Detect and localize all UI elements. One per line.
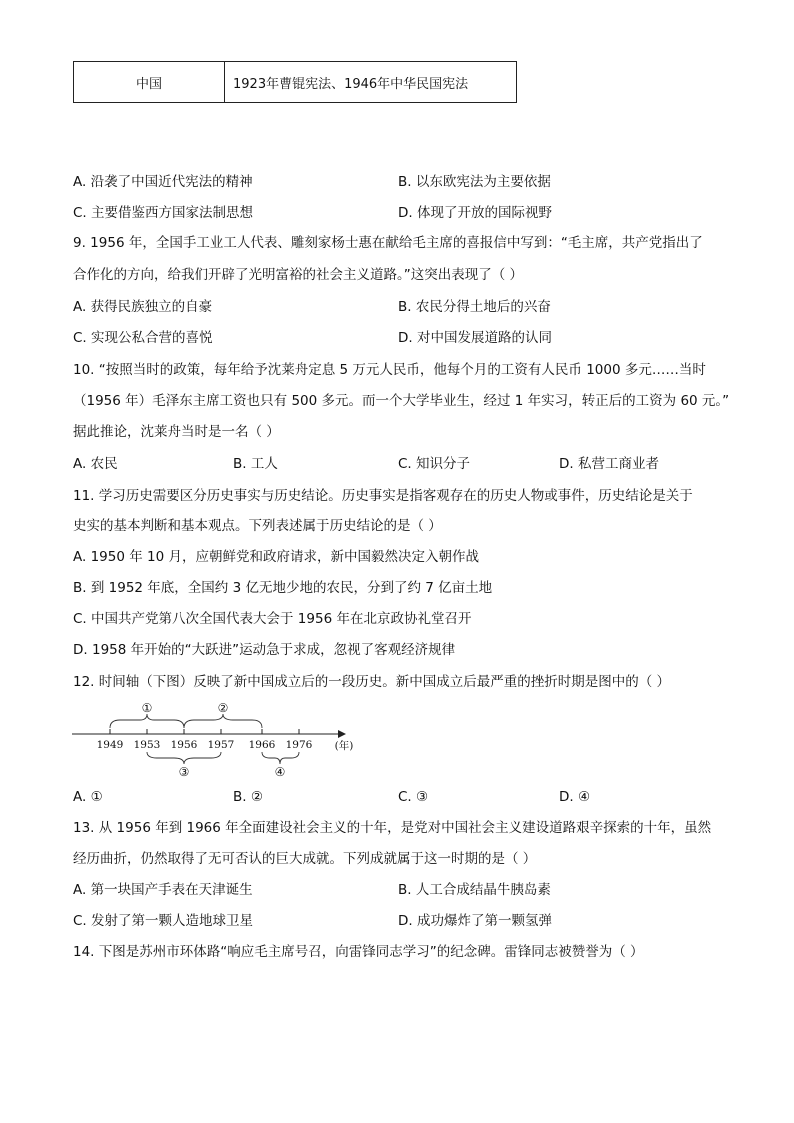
brace-1 (110, 714, 184, 728)
q10-option-b: B. 工人 (233, 456, 278, 472)
q12-option-d: D. ④ (559, 789, 591, 805)
q11-stem-line1: 11. 学习历史需要区分历史事实与历史结论。历史事实是指客观存在的历史人物或事件，历史结论是关于 (73, 488, 693, 504)
q9-option-d: D. 对中国发展道路的认同 (398, 330, 552, 346)
q8-option-d: D. 体现了开放的国际视野 (398, 205, 552, 221)
timeline-label-3: ③ (178, 765, 190, 779)
q9-stem-line1: 9. 1956 年，全国手工业工人代表、雕刻家杨士惠在献给毛主席的喜报信中写到：“毛主席，共产党指出了 (73, 235, 703, 251)
q13-option-d: D. 成功爆炸了第一颗氢弹 (398, 913, 552, 929)
year-label-1956: 1956 (170, 739, 198, 751)
q12-option-c: C. ③ (398, 789, 429, 805)
table-cell-country: 中国 (74, 62, 225, 102)
q10-option-c: C. 知识分子 (398, 456, 471, 472)
q10-stem-line3: 据此推论，沈莱舟当时是一名（ ） (73, 424, 280, 440)
q12-option-b: B. ② (233, 789, 263, 805)
q12-stem-line1: 12. 时间轴（下图）反映了新中国成立后的一段历史。新中国成立后最严重的挫折时期是图中的（ ） (73, 674, 671, 690)
timeline-label-4: ④ (274, 765, 286, 779)
table-cell-content: 1923年曹锟宪法、1946年中华民国宪法 (233, 76, 469, 92)
q8-option-b: B. 以东欧宪法为主要依据 (398, 174, 551, 190)
year-label-1966: 1966 (248, 739, 276, 751)
q11-option-d: D. 1958 年开始的“大跃进”运动急于求成，忽视了客观经济规律 (73, 642, 456, 658)
brace-4 (262, 752, 299, 764)
q13-option-b: B. 人工合成结晶牛胰岛素 (398, 882, 551, 898)
timeline-label-2: ② (217, 701, 229, 715)
q13-stem-line2: 经历曲折，仍然取得了无可否认的巨大成就。下列成就属于这一时期的是（ ） (73, 851, 537, 867)
q11-option-c: C. 中国共产党第八次全国代表大会于 1956 年在北京政协礼堂召开 (73, 611, 472, 627)
timeline-arrow-icon (338, 730, 346, 738)
year-label-1953: 1953 (133, 739, 161, 751)
q11-stem-line2: 史实的基本判断和基本观点。下列表述属于历史结论的是（ ） (73, 518, 442, 534)
q10-option-a: A. 农民 (73, 456, 118, 472)
constitution-table (73, 61, 517, 103)
q10-stem-line1: 10. “按照当时的政策，每年给予沈莱舟定息 5 万元人民币，他每个月的工资有人民币 1000 多元……当时 (73, 362, 706, 378)
q13-stem-line1: 13. 从 1956 年到 1966 年全面建设社会主义的十年，是党对中国社会主义建设道路艰辛探索的十年，虽然 (73, 820, 712, 836)
timeline-label-1: ① (141, 701, 153, 715)
year-label-1976: 1976 (285, 739, 313, 751)
q11-option-a: A. 1950 年 10 月，应朝鲜党和政府请求，新中国毅然决定入朝作战 (73, 549, 479, 565)
timeline-figure (70, 700, 370, 780)
q13-option-c: C. 发射了第一颗人造地球卫星 (73, 913, 254, 929)
year-label-1949: 1949 (96, 739, 124, 751)
brace-3 (147, 752, 221, 764)
q9-option-a: A. 获得民族独立的自豪 (73, 299, 213, 315)
q9-option-c: C. 实现公私合营的喜悦 (73, 330, 213, 346)
q12-option-a: A. ① (73, 789, 103, 805)
q14-stem-line1: 14. 下图是苏州市环体路“响应毛主席号召，向雷锋同志学习”的纪念碑。雷锋同志被赞誉为（ ） (73, 944, 644, 960)
q9-stem-line2: 合作化的方向，给我们开辟了光明富裕的社会主义道路。”这突出表现了（ ） (73, 267, 524, 283)
year-unit-label: (年) (334, 740, 354, 752)
q10-option-d: D. 私营工商业者 (559, 456, 659, 472)
brace-2 (184, 714, 262, 728)
q11-option-b: B. 到 1952 年底，全国约 3 亿无地少地的农民，分到了约 7 亿亩土地 (73, 580, 493, 596)
q9-option-b: B. 农民分得土地后的兴奋 (398, 299, 551, 315)
q13-option-a: A. 第一块国产手表在天津诞生 (73, 882, 253, 898)
year-label-1957: 1957 (207, 739, 235, 751)
q10-stem-line2: （1956 年）毛泽东主席工资也只有 500 多元。而一个大学毕业生，经过 1 年实习，转正后的工资为 60 元。” (73, 393, 730, 409)
q8-option-c: C. 主要借鉴西方国家法制思想 (73, 205, 254, 221)
q8-option-a: A. 沿袭了中国近代宪法的精神 (73, 174, 253, 190)
